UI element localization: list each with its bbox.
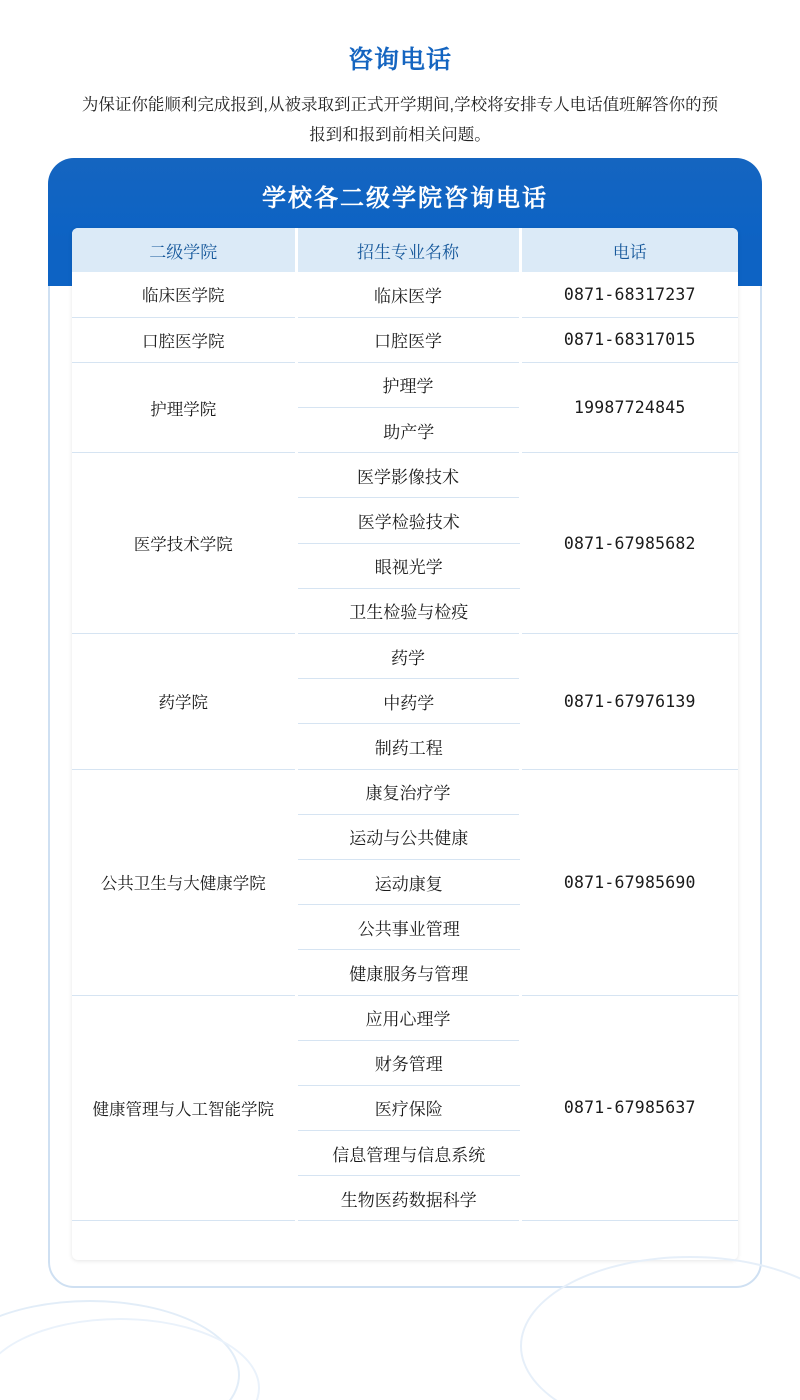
cell-major: 公共事业管理	[296, 905, 520, 950]
table-row	[72, 272, 738, 317]
cell-major: 运动与公共健康	[296, 814, 520, 859]
table-card	[72, 228, 738, 1260]
cell-phone: 0871-67976139	[520, 634, 738, 770]
cell-major: 眼视光学	[296, 543, 520, 588]
cell-college: 医学技术学院	[72, 453, 296, 634]
column-header-major: 招生专业名称	[296, 228, 520, 272]
cell-major: 临床医学	[296, 272, 520, 317]
table-header-row	[72, 228, 738, 272]
table-row	[72, 362, 738, 407]
column-header-phone: 电话	[520, 228, 738, 272]
cell-college: 口腔医学院	[72, 317, 296, 362]
cell-major: 卫生检验与检疫	[296, 588, 520, 633]
consultation-phone-table	[72, 228, 738, 1260]
filler-cell	[72, 1221, 296, 1260]
table-row	[72, 317, 738, 362]
cell-major: 中药学	[296, 679, 520, 724]
cell-college: 临床医学院	[72, 272, 296, 317]
table-bottom-filler	[72, 1221, 738, 1260]
cell-college: 护理学院	[72, 362, 296, 452]
table-body	[72, 272, 738, 1260]
decorative-arc	[0, 1318, 260, 1400]
cell-major: 药学	[296, 634, 520, 679]
cell-phone: 0871-67985690	[520, 769, 738, 995]
cell-phone: 0871-67985682	[520, 453, 738, 634]
table-row	[72, 769, 738, 814]
filler-cell	[520, 1221, 738, 1260]
cell-major: 制药工程	[296, 724, 520, 769]
cell-major: 信息管理与信息系统	[296, 1131, 520, 1176]
cell-college: 健康管理与人工智能学院	[72, 995, 296, 1221]
cell-phone: 0871-67985637	[520, 995, 738, 1221]
table-row	[72, 995, 738, 1040]
cell-major: 医疗保险	[296, 1085, 520, 1130]
cell-major: 医学检验技术	[296, 498, 520, 543]
cell-major: 健康服务与管理	[296, 950, 520, 995]
cell-phone: 19987724845	[520, 362, 738, 452]
cell-major: 运动康复	[296, 859, 520, 904]
cell-college: 公共卫生与大健康学院	[72, 769, 296, 995]
cell-major: 生物医药数据科学	[296, 1176, 520, 1221]
cell-college: 药学院	[72, 634, 296, 770]
cell-major: 医学影像技术	[296, 453, 520, 498]
cell-major: 助产学	[296, 408, 520, 453]
intro-paragraph: 为保证你能顺利完成报到,从被录取到正式开学期间,学校将安排专人电话值班解答你的预报到和报到前相关问题。	[81, 96, 719, 144]
cell-phone: 0871-68317015	[520, 317, 738, 362]
cell-phone: 0871-68317237	[520, 272, 738, 317]
page-title: 咨询电话	[347, 46, 452, 74]
filler-cell	[296, 1221, 520, 1260]
column-header-college: 二级学院	[72, 228, 296, 272]
cell-major: 口腔医学	[296, 317, 520, 362]
table-row	[72, 634, 738, 679]
cell-major: 康复治疗学	[296, 769, 520, 814]
cell-major: 财务管理	[296, 1040, 520, 1085]
table-row	[72, 453, 738, 498]
table-caption: 学校各二级学院咨询电话	[262, 185, 548, 212]
cell-major: 护理学	[296, 362, 520, 407]
cell-major: 应用心理学	[296, 995, 520, 1040]
